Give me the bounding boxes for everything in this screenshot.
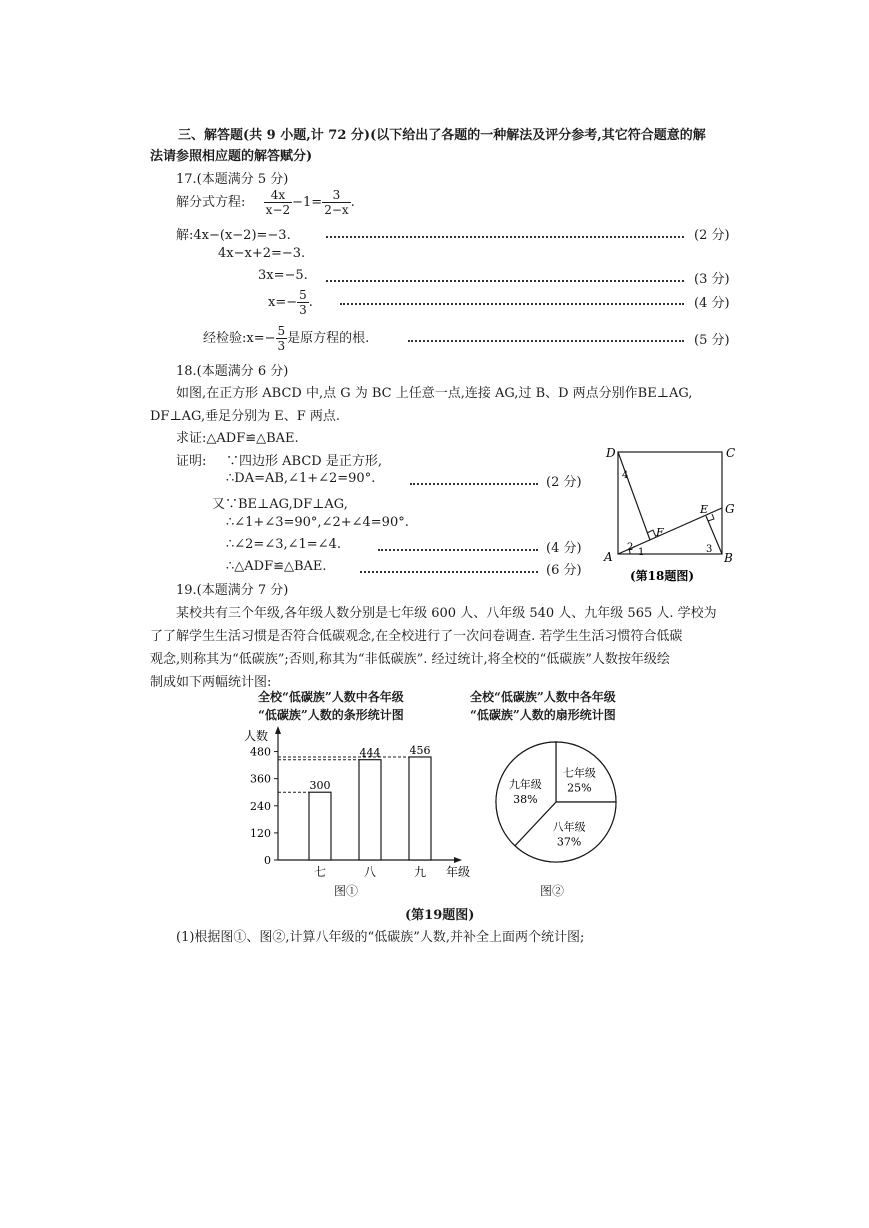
q18-proof-label: 证明: [176, 454, 207, 469]
pie-slice-percent: 25% [567, 781, 592, 795]
q17-rhs-fraction: $\frac{3}{2-x}$ [324, 188, 349, 217]
y-tick-label: 0 [264, 854, 271, 867]
label-g: G [725, 502, 735, 516]
q18-geometry-figure [600, 440, 750, 585]
y-tick-label: 360 [250, 772, 271, 786]
pie-slice-percent: 38% [513, 792, 538, 806]
angle-label-2: 2 [627, 542, 634, 553]
q17-score1: (2 分) [694, 228, 730, 243]
q18-proof-line2: ∴DA=AB,∠1+∠2=90°. [226, 471, 376, 486]
pie-slice-label: 九年级 [508, 777, 542, 791]
q18-score2: (2 分) [546, 475, 582, 490]
segment-df [618, 452, 650, 540]
bar-八 [359, 760, 381, 860]
leader-dots [340, 303, 684, 305]
bar-chart-caption: 图① [334, 884, 359, 898]
angle-label-1: 1 [638, 547, 645, 558]
pie-chart-caption: 图② [540, 884, 565, 898]
q17-title: 17.(本题满分 5 分) [176, 172, 289, 187]
section-header-line1: 三、解答题(共 9 小题,计 72 分)(以下给出了各题的一种解法及评分参考,其它符合题意的解 [178, 128, 706, 143]
q18-proof-line6: ∴△ADF≌△BAE. [226, 559, 327, 574]
q19-text4: 制成如下两幅统计图: [150, 675, 272, 690]
q19-text1: 某校共有三个年级,各年级人数分别是七年级 600 人、八年级 540 人、九年级 565 人. 学校为 [176, 606, 717, 621]
q18-text1: 如图,在正方形 ABCD 中,点 G 为 BC 上任意一点,连接 AG,过 B、D 两点分别作BE⊥AG, [176, 386, 693, 401]
x-axis-label: 年级 [446, 865, 471, 879]
q19-title: 19.(本题满分 7 分) [176, 583, 289, 598]
q17-step3: 3x=−5. [258, 268, 308, 283]
label-a: A [604, 550, 613, 564]
bar-七 [309, 792, 331, 860]
angle-label-3: 3 [706, 544, 713, 555]
q17-score4: (4 分) [694, 296, 730, 311]
q18-score5: (4 分) [546, 541, 582, 556]
y-axis-arrow [275, 726, 281, 734]
q18-text2: DF⊥AG,垂足分别为 E、F 两点. [150, 409, 341, 424]
pie-slice-label: 七年级 [562, 766, 596, 780]
bar-九 [409, 757, 431, 860]
section-header-line2: 法请参照相应题的解答赋分) [150, 149, 313, 164]
bar-chart-title-line1: 全校“低碳族”人数中各年级 [258, 690, 404, 704]
leader-dots [360, 571, 538, 573]
bar-chart [236, 724, 486, 884]
q17-equation: 解分式方程: $\frac{4x}{x-2}$ −1= $\frac{3}{2-x}$ . [176, 188, 355, 217]
q19-text2: 了了解学生生活习惯是否符合低碳观念,在全校进行了一次问卷调查. 若学生生活习惯符合低碳 [150, 629, 683, 644]
pie-slice-percent: 37% [556, 835, 582, 849]
leader-dots [410, 483, 538, 485]
q19-text3: 观念,则称其为“低碳族”;否则,称其为“非低碳族”. 经过统计,将全校的“低碳族”人数按年级绘 [150, 652, 670, 667]
q17-check: 经检验:x=− $\frac{5}{3}$ 是原方程的根. [203, 324, 370, 353]
label-e: E [700, 503, 709, 516]
q19-question1: (1)根据图①、图②,计算八年级的“低碳族”人数,并补全上面两个统计图; [176, 930, 585, 945]
x-tick-label: 八 [363, 865, 377, 879]
y-tick-label: 480 [250, 745, 271, 759]
right-angle-e [708, 514, 714, 521]
angle-label-4: 4 [622, 470, 629, 481]
q18-figure-caption: (第18题图) [630, 569, 695, 583]
q17-step2: 4x−x+2=−3. [218, 246, 306, 261]
x-tick-label: 九 [413, 865, 427, 879]
label-f: F [656, 526, 664, 539]
y-axis-label: 人数 [244, 729, 269, 743]
leader-dots [326, 236, 684, 238]
label-d: D [606, 446, 616, 460]
bar-data-label: 456 [409, 743, 431, 757]
bar-data-label: 300 [309, 779, 331, 793]
y-tick-label: 240 [250, 799, 271, 813]
q18-title: 18.(本题满分 6 分) [176, 364, 289, 379]
q18-claim: 求证:△ADF≌△BAE. [176, 431, 299, 446]
bar-chart-title-line2: “低碳族”人数的条形统计图 [258, 708, 404, 722]
x-axis-arrow [454, 857, 462, 863]
q18-proof-line5: ∴∠2=∠3,∠1=∠4. [226, 537, 341, 552]
leader-dots [326, 280, 684, 282]
q18-score6: (6 分) [546, 563, 582, 578]
q19-figure-caption: (第19题图) [405, 908, 475, 923]
pie-chart-title-line1: 全校“低碳族”人数中各年级 [470, 690, 616, 704]
q18-proof-line3: 又∵BE⊥AG,DF⊥AG, [212, 497, 348, 512]
x-tick-label: 七 [313, 865, 327, 879]
y-tick-label: 120 [250, 826, 271, 840]
leader-dots [378, 549, 538, 551]
q17-step4: x=− $\frac{5}{3}$ . [268, 288, 313, 317]
label-b: B [724, 551, 733, 565]
q18-proof-line4: ∴∠1+∠3=90°,∠2+∠4=90°. [226, 515, 409, 530]
q17-lhs-fraction: $\frac{4x}{x-2}$ [265, 188, 291, 217]
pie-slice-label: 八年级 [552, 820, 586, 834]
pie-chart [486, 732, 626, 872]
bar-data-label: 444 [359, 746, 381, 760]
q17-step1: 解:4x−(x−2)=−3. [176, 228, 291, 243]
q18-proof-line1: ∵四边形 ABCD 是正方形, [226, 454, 382, 469]
q17-score3: (3 分) [694, 272, 730, 287]
leader-dots [408, 340, 684, 342]
q17-score5: (5 分) [694, 333, 730, 348]
q17-prompt: 解分式方程: [176, 195, 246, 210]
pie-chart-title-line2: “低碳族”人数的扇形统计图 [470, 708, 616, 722]
label-c: C [726, 446, 736, 460]
